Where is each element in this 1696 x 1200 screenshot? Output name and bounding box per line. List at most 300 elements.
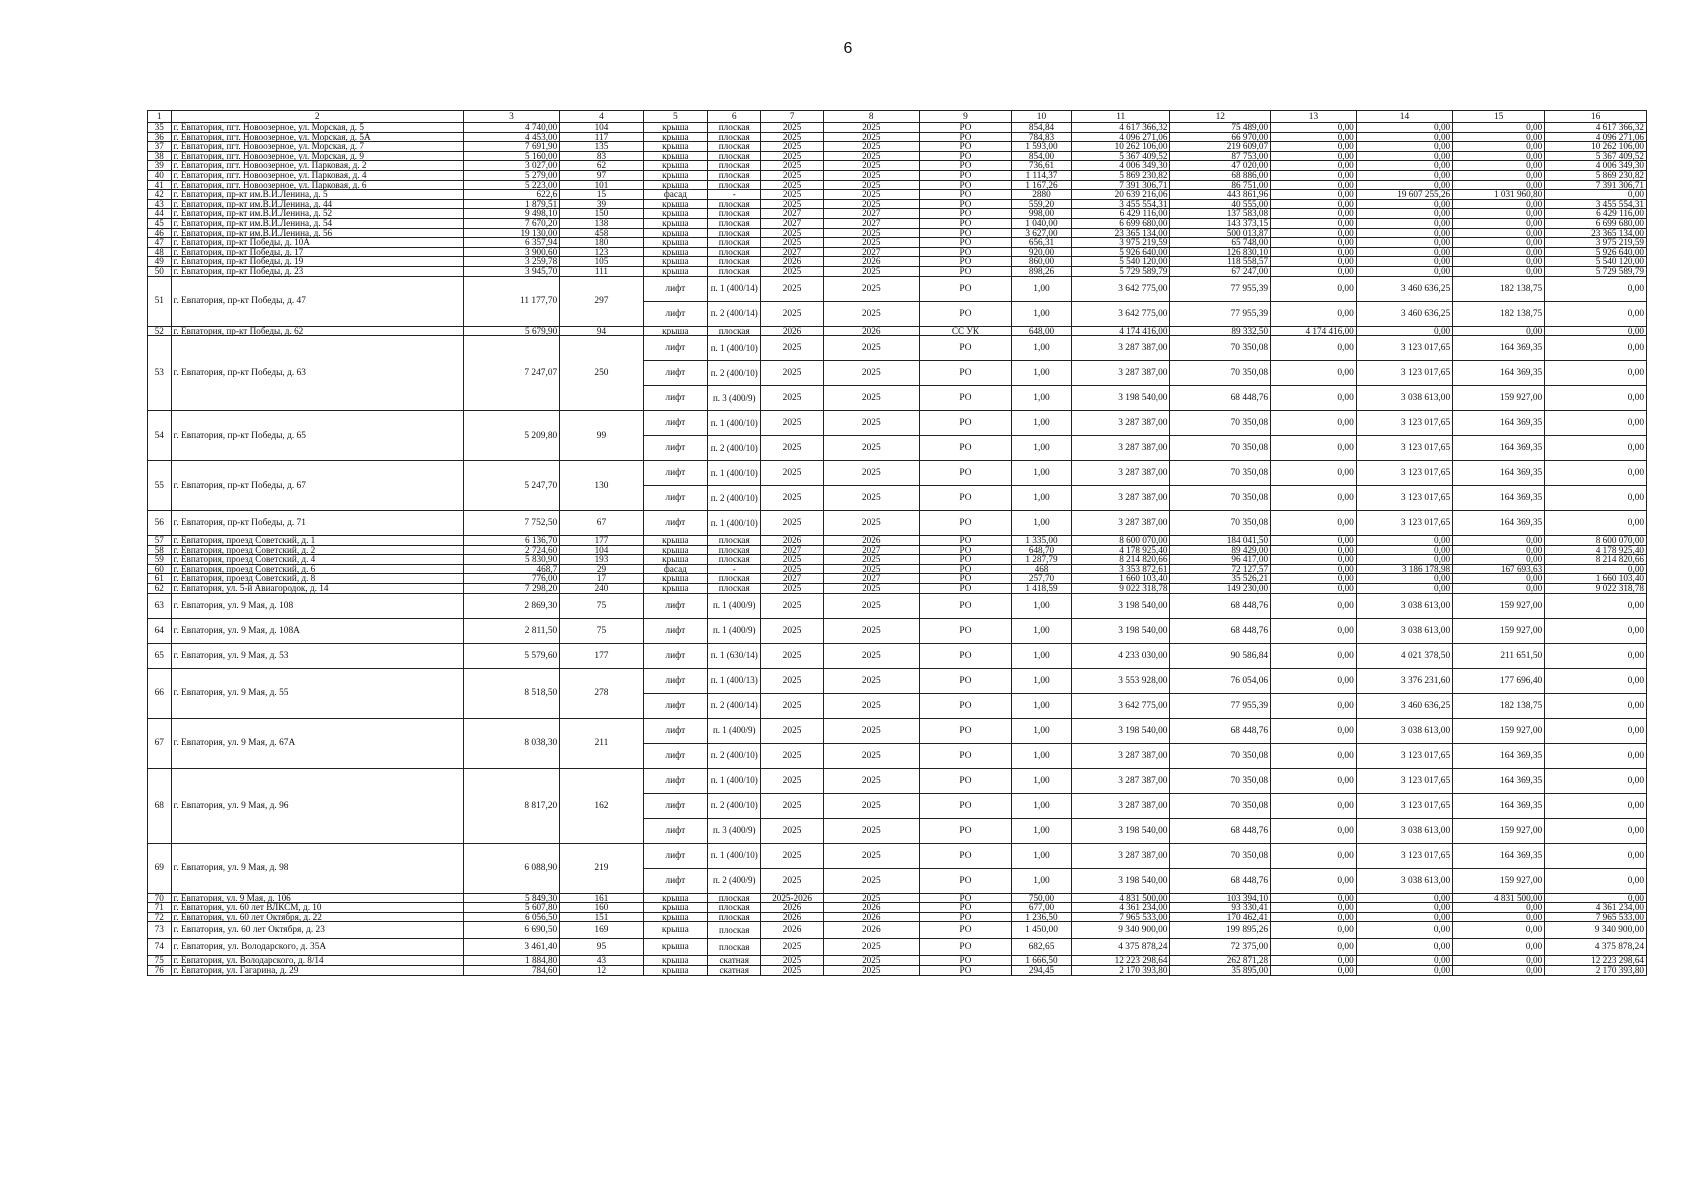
completion-year: 2025 [823, 161, 919, 171]
table-row [148, 545, 1647, 555]
element-detail: п. 1 (400/10) [707, 511, 761, 536]
element-type: крыша [643, 956, 707, 966]
total-cost: 5 926 640,00 [1071, 247, 1170, 257]
completion-year: 2025 [823, 276, 919, 301]
residents-count: 211 [560, 718, 644, 768]
element-type: лифт [643, 743, 707, 768]
quantity: 998,00 [1012, 209, 1072, 219]
element-type: лифт [643, 436, 707, 461]
plan-year: 2025 [761, 132, 823, 142]
other-funds: 0,00 [1545, 190, 1647, 200]
completion-year: 2025 [823, 301, 919, 326]
estimate-cost: 118 558,57 [1170, 257, 1271, 267]
element-type: лифт [643, 618, 707, 643]
element-type: лифт [643, 461, 707, 486]
column-number-header: 2 [171, 111, 463, 123]
estimate-cost: 90 586,84 [1170, 643, 1271, 668]
building-address: г. Евпатория, ул. 60 лет Октября, д. 23 [171, 922, 463, 939]
total-cost: 10 262 106,00 [1071, 142, 1170, 152]
budget-funds: 164 369,35 [1453, 843, 1545, 868]
other-funds: 0,00 [1545, 618, 1647, 643]
other-funds: 6 429 116,00 [1545, 209, 1647, 219]
budget-funds: 159 927,00 [1453, 386, 1545, 411]
other-funds: 8 214 820,66 [1545, 555, 1647, 565]
budget-funds: 0,00 [1453, 912, 1545, 922]
building-address: г. Евпатория, проезд Советский, д. 2 [171, 545, 463, 555]
quantity: 1 450,00 [1012, 922, 1072, 939]
residents-count: 160 [560, 903, 644, 913]
quantity: 1,00 [1012, 643, 1072, 668]
registry-table [147, 110, 1647, 976]
building-area: 4 740,00 [463, 123, 559, 133]
other-funds: 6 699 680,00 [1545, 218, 1647, 228]
owner-funds: 0,00 [1271, 209, 1357, 219]
owner-funds: 0,00 [1271, 793, 1357, 818]
owner-funds: 4 174 416,00 [1271, 326, 1357, 336]
column-number-header: 6 [707, 111, 761, 123]
funding-source: СС УК [919, 326, 1011, 336]
table-row [148, 461, 1647, 486]
budget-funds: 211 651,50 [1453, 643, 1545, 668]
element-type: лифт [643, 411, 707, 436]
other-funds: 0,00 [1545, 486, 1647, 511]
other-funds: 3 455 554,31 [1545, 199, 1647, 209]
fund-funds: 0,00 [1356, 257, 1452, 267]
element-detail: плоская [707, 939, 761, 956]
owner-funds: 0,00 [1271, 411, 1357, 436]
building-address: г. Евпатория, проезд Советский, д. 1 [171, 536, 463, 546]
building-address: г. Евпатория, ул. 60 лет ВЛКСМ, д. 10 [171, 903, 463, 913]
row-number: 55 [148, 461, 172, 511]
other-funds: 4 178 925,40 [1545, 545, 1647, 555]
funding-source: РО [919, 336, 1011, 361]
quantity: 1,00 [1012, 768, 1072, 793]
completion-year: 2027 [823, 545, 919, 555]
fund-funds: 0,00 [1356, 545, 1452, 555]
owner-funds: 0,00 [1271, 266, 1357, 276]
building-address: г. Евпатория, ул. 9 Мая, д. 108А [171, 618, 463, 643]
fund-funds: 0,00 [1356, 956, 1452, 966]
building-area: 9 498,10 [463, 209, 559, 219]
funding-source: РО [919, 555, 1011, 565]
estimate-cost: 77 955,39 [1170, 301, 1271, 326]
estimate-cost: 68 448,76 [1170, 868, 1271, 893]
building-address: г. Евпатория, пгт. Новоозерное, ул. Парковая, д. 4 [171, 170, 463, 180]
element-detail: п. 2 (400/14) [707, 301, 761, 326]
quantity: 784,83 [1012, 132, 1072, 142]
plan-year: 2025-2026 [761, 893, 823, 903]
fund-funds: 3 460 636,25 [1356, 301, 1452, 326]
table-row [148, 247, 1647, 257]
residents-count: 150 [560, 209, 644, 219]
owner-funds: 0,00 [1271, 486, 1357, 511]
other-funds: 1 660 103,40 [1545, 574, 1647, 584]
element-type: крыша [643, 584, 707, 594]
building-area: 1 884,80 [463, 956, 559, 966]
estimate-cost: 68 448,76 [1170, 818, 1271, 843]
other-funds: 0,00 [1545, 743, 1647, 768]
element-detail: плоская [707, 903, 761, 913]
total-cost: 3 287 387,00 [1071, 511, 1170, 536]
budget-funds: 0,00 [1453, 199, 1545, 209]
plan-year: 2025 [761, 593, 823, 618]
completion-year: 2025 [823, 843, 919, 868]
quantity: 860,00 [1012, 257, 1072, 267]
funding-source: РО [919, 893, 1011, 903]
total-cost: 3 198 540,00 [1071, 718, 1170, 743]
column-number-header: 12 [1170, 111, 1271, 123]
funding-source: РО [919, 486, 1011, 511]
total-cost: 3 287 387,00 [1071, 411, 1170, 436]
residents-count: 75 [560, 618, 644, 643]
owner-funds: 0,00 [1271, 893, 1357, 903]
quantity: 3 627,00 [1012, 228, 1072, 238]
element-detail: плоская [707, 536, 761, 546]
completion-year: 2025 [823, 693, 919, 718]
owner-funds: 0,00 [1271, 956, 1357, 966]
building-area: 2 811,50 [463, 618, 559, 643]
funding-source: РО [919, 132, 1011, 142]
fund-funds: 3 038 613,00 [1356, 386, 1452, 411]
funding-source: РО [919, 593, 1011, 618]
row-number: 56 [148, 511, 172, 536]
plan-year: 2025 [761, 411, 823, 436]
owner-funds: 0,00 [1271, 247, 1357, 257]
building-address: г. Евпатория, пр-кт им.В.И.Ленина, д. 44 [171, 199, 463, 209]
owner-funds: 0,00 [1271, 903, 1357, 913]
total-cost: 3 198 540,00 [1071, 868, 1170, 893]
total-cost: 3 198 540,00 [1071, 618, 1170, 643]
budget-funds: 0,00 [1453, 326, 1545, 336]
funding-source: РО [919, 668, 1011, 693]
element-type: лифт [643, 511, 707, 536]
completion-year: 2025 [823, 584, 919, 594]
budget-funds: 1 031 960,80 [1453, 190, 1545, 200]
element-type: лифт [643, 486, 707, 511]
budget-funds: 0,00 [1453, 218, 1545, 228]
total-cost: 5 729 589,79 [1071, 266, 1170, 276]
owner-funds: 0,00 [1271, 966, 1357, 976]
fund-funds: 0,00 [1356, 574, 1452, 584]
estimate-cost: 103 394,10 [1170, 893, 1271, 903]
building-area: 8 038,30 [463, 718, 559, 768]
element-type: крыша [643, 912, 707, 922]
total-cost: 3 287 387,00 [1071, 461, 1170, 486]
element-type: крыша [643, 966, 707, 976]
owner-funds: 0,00 [1271, 768, 1357, 793]
table-row [148, 228, 1647, 238]
estimate-cost: 86 751,00 [1170, 180, 1271, 190]
owner-funds: 0,00 [1271, 199, 1357, 209]
quantity: 648,70 [1012, 545, 1072, 555]
estimate-cost: 75 489,00 [1170, 123, 1271, 133]
owner-funds: 0,00 [1271, 743, 1357, 768]
element-detail: плоская [707, 238, 761, 248]
building-area: 622,6 [463, 190, 559, 200]
fund-funds: 3 123 017,65 [1356, 361, 1452, 386]
completion-year: 2026 [823, 912, 919, 922]
owner-funds: 0,00 [1271, 536, 1357, 546]
total-cost: 3 975 219,59 [1071, 238, 1170, 248]
element-detail: плоская [707, 326, 761, 336]
estimate-cost: 70 350,08 [1170, 743, 1271, 768]
total-cost: 4 233 030,00 [1071, 643, 1170, 668]
plan-year: 2025 [761, 956, 823, 966]
building-area: 1 879,51 [463, 199, 559, 209]
building-area: 5 209,80 [463, 411, 559, 461]
completion-year: 2026 [823, 922, 919, 939]
quantity: 1,00 [1012, 486, 1072, 511]
completion-year: 2025 [823, 123, 919, 133]
owner-funds: 0,00 [1271, 511, 1357, 536]
quantity: 294,45 [1012, 966, 1072, 976]
funding-source: РО [919, 218, 1011, 228]
element-detail: п. 3 (400/9) [707, 386, 761, 411]
other-funds: 3 975 219,59 [1545, 238, 1647, 248]
building-address: г. Евпатория, пр-кт Победы, д. 47 [171, 276, 463, 326]
other-funds: 0,00 [1545, 411, 1647, 436]
other-funds: 5 926 640,00 [1545, 247, 1647, 257]
quantity: 1,00 [1012, 361, 1072, 386]
plan-year: 2025 [761, 161, 823, 171]
owner-funds: 0,00 [1271, 123, 1357, 133]
table-row [148, 574, 1647, 584]
quantity: 1,00 [1012, 668, 1072, 693]
element-type: крыша [643, 545, 707, 555]
row-number: 62 [148, 584, 172, 594]
element-type: крыша [643, 893, 707, 903]
estimate-cost: 35 895,00 [1170, 966, 1271, 976]
element-detail: п. 1 (400/10) [707, 411, 761, 436]
row-number: 49 [148, 257, 172, 267]
funding-source: РО [919, 461, 1011, 486]
row-number: 68 [148, 768, 172, 843]
building-address: г. Евпатория, пгт. Новоозерное, ул. Парковая, д. 6 [171, 180, 463, 190]
table-row [148, 966, 1647, 976]
quantity: 750,00 [1012, 893, 1072, 903]
table-row [148, 843, 1647, 868]
residents-count: 99 [560, 411, 644, 461]
building-area: 7 298,20 [463, 584, 559, 594]
total-cost: 4 096 271,06 [1071, 132, 1170, 142]
building-address: г. Евпатория, пр-кт Победы, д. 63 [171, 336, 463, 411]
element-detail: плоская [707, 922, 761, 939]
element-detail: плоская [707, 912, 761, 922]
budget-funds: 164 369,35 [1453, 743, 1545, 768]
residents-count: 17 [560, 574, 644, 584]
funding-source: РО [919, 151, 1011, 161]
building-address: г. Евпатория, пр-кт Победы, д. 67 [171, 461, 463, 511]
table-row [148, 209, 1647, 219]
row-number: 46 [148, 228, 172, 238]
table-row [148, 123, 1647, 133]
estimate-cost: 262 871,28 [1170, 956, 1271, 966]
total-cost: 4 006 349,30 [1071, 161, 1170, 171]
quantity: 1 418,59 [1012, 584, 1072, 594]
estimate-cost: 68 448,76 [1170, 618, 1271, 643]
fund-funds: 3 123 017,65 [1356, 486, 1452, 511]
budget-funds: 0,00 [1453, 966, 1545, 976]
row-number: 35 [148, 123, 172, 133]
row-number: 38 [148, 151, 172, 161]
fund-funds: 0,00 [1356, 161, 1452, 171]
table-row [148, 411, 1647, 436]
budget-funds: 182 138,75 [1453, 276, 1545, 301]
other-funds: 0,00 [1545, 818, 1647, 843]
plan-year: 2025 [761, 511, 823, 536]
element-type: крыша [643, 555, 707, 565]
owner-funds: 0,00 [1271, 843, 1357, 868]
row-number: 42 [148, 190, 172, 200]
completion-year: 2025 [823, 170, 919, 180]
other-funds: 0,00 [1545, 768, 1647, 793]
table-row [148, 257, 1647, 267]
column-number-header-row [148, 111, 1647, 123]
completion-year: 2025 [823, 142, 919, 152]
element-type: фасад [643, 564, 707, 574]
building-address: г. Евпатория, пр-кт Победы, д. 19 [171, 257, 463, 267]
table-row [148, 668, 1647, 693]
completion-year: 2025 [823, 668, 919, 693]
building-area: 776,00 [463, 574, 559, 584]
owner-funds: 0,00 [1271, 170, 1357, 180]
other-funds: 0,00 [1545, 301, 1647, 326]
owner-funds: 0,00 [1271, 643, 1357, 668]
residents-count: 162 [560, 768, 644, 843]
funding-source: РО [919, 386, 1011, 411]
owner-funds: 0,00 [1271, 555, 1357, 565]
building-address: г. Евпатория, ул. 9 Мая, д. 106 [171, 893, 463, 903]
element-type: крыша [643, 922, 707, 939]
building-area: 6 136,70 [463, 536, 559, 546]
residents-count: 43 [560, 956, 644, 966]
other-funds: 0,00 [1545, 436, 1647, 461]
funding-source: РО [919, 922, 1011, 939]
table-row [148, 584, 1647, 594]
element-detail: скатная [707, 966, 761, 976]
estimate-cost: 70 350,08 [1170, 486, 1271, 511]
budget-funds: 159 927,00 [1453, 868, 1545, 893]
row-number: 37 [148, 142, 172, 152]
total-cost: 3 353 872,61 [1071, 564, 1170, 574]
table-row [148, 170, 1647, 180]
element-detail: п. 1 (400/9) [707, 618, 761, 643]
row-number: 50 [148, 266, 172, 276]
completion-year: 2025 [823, 793, 919, 818]
building-area: 7 691,90 [463, 142, 559, 152]
completion-year: 2025 [823, 956, 919, 966]
owner-funds: 0,00 [1271, 386, 1357, 411]
table-row [148, 718, 1647, 743]
total-cost: 5 869 230,82 [1071, 170, 1170, 180]
fund-funds: 3 123 017,65 [1356, 768, 1452, 793]
funding-source: РО [919, 190, 1011, 200]
fund-funds: 3 123 017,65 [1356, 461, 1452, 486]
estimate-cost: 199 895,26 [1170, 922, 1271, 939]
other-funds: 0,00 [1545, 893, 1647, 903]
element-detail: плоская [707, 132, 761, 142]
funding-source: РО [919, 411, 1011, 436]
owner-funds: 0,00 [1271, 238, 1357, 248]
building-area: 5 607,80 [463, 903, 559, 913]
column-number-header: 1 [148, 111, 172, 123]
quantity: 2880 [1012, 190, 1072, 200]
plan-year: 2027 [761, 247, 823, 257]
fund-funds: 0,00 [1356, 247, 1452, 257]
building-area: 6 088,90 [463, 843, 559, 893]
table-row [148, 893, 1647, 903]
other-funds: 10 262 106,00 [1545, 142, 1647, 152]
plan-year: 2027 [761, 545, 823, 555]
building-address: г. Евпатория, пр-кт Победы, д. 10А [171, 238, 463, 248]
budget-funds: 0,00 [1453, 161, 1545, 171]
budget-funds: 164 369,35 [1453, 768, 1545, 793]
other-funds: 0,00 [1545, 668, 1647, 693]
element-detail: плоская [707, 574, 761, 584]
budget-funds: 0,00 [1453, 903, 1545, 913]
owner-funds: 0,00 [1271, 436, 1357, 461]
funding-source: РО [919, 966, 1011, 976]
element-type: крыша [643, 180, 707, 190]
row-number: 51 [148, 276, 172, 326]
element-type: лифт [643, 336, 707, 361]
budget-funds: 164 369,35 [1453, 461, 1545, 486]
estimate-cost: 96 417,00 [1170, 555, 1271, 565]
building-address: г. Евпатория, пгт. Новоозерное, ул. Морская, д. 5 [171, 123, 463, 133]
quantity: 1,00 [1012, 461, 1072, 486]
estimate-cost: 35 526,21 [1170, 574, 1271, 584]
element-type: лифт [643, 818, 707, 843]
total-cost: 6 699 680,00 [1071, 218, 1170, 228]
row-number: 70 [148, 893, 172, 903]
other-funds: 4 361 234,00 [1545, 903, 1647, 913]
row-number: 61 [148, 574, 172, 584]
completion-year: 2027 [823, 218, 919, 228]
completion-year: 2025 [823, 511, 919, 536]
total-cost: 4 361 234,00 [1071, 903, 1170, 913]
total-cost: 3 553 928,00 [1071, 668, 1170, 693]
budget-funds: 0,00 [1453, 545, 1545, 555]
owner-funds: 0,00 [1271, 336, 1357, 361]
estimate-cost: 89 332,50 [1170, 326, 1271, 336]
estimate-cost: 67 247,00 [1170, 266, 1271, 276]
element-type: лифт [643, 593, 707, 618]
building-address: г. Евпатория, пгт. Новоозерное, ул. Морская, д. 9 [171, 151, 463, 161]
completion-year: 2025 [823, 180, 919, 190]
building-area: 5 223,00 [463, 180, 559, 190]
owner-funds: 0,00 [1271, 276, 1357, 301]
fund-funds: 0,00 [1356, 266, 1452, 276]
completion-year: 2026 [823, 326, 919, 336]
residents-count: 104 [560, 545, 644, 555]
estimate-cost: 68 448,76 [1170, 386, 1271, 411]
budget-funds: 164 369,35 [1453, 436, 1545, 461]
column-number-header: 16 [1545, 111, 1647, 123]
row-number: 41 [148, 180, 172, 190]
plan-year: 2025 [761, 584, 823, 594]
building-area: 6 056,50 [463, 912, 559, 922]
table-row [148, 266, 1647, 276]
fund-funds: 3 123 017,65 [1356, 793, 1452, 818]
element-type: крыша [643, 903, 707, 913]
quantity: 648,00 [1012, 326, 1072, 336]
building-address: г. Евпатория, пр-кт Победы, д. 17 [171, 247, 463, 257]
completion-year: 2025 [823, 893, 919, 903]
other-funds: 0,00 [1545, 336, 1647, 361]
element-detail: п. 1 (400/10) [707, 843, 761, 868]
owner-funds: 0,00 [1271, 161, 1357, 171]
table-row [148, 939, 1647, 956]
